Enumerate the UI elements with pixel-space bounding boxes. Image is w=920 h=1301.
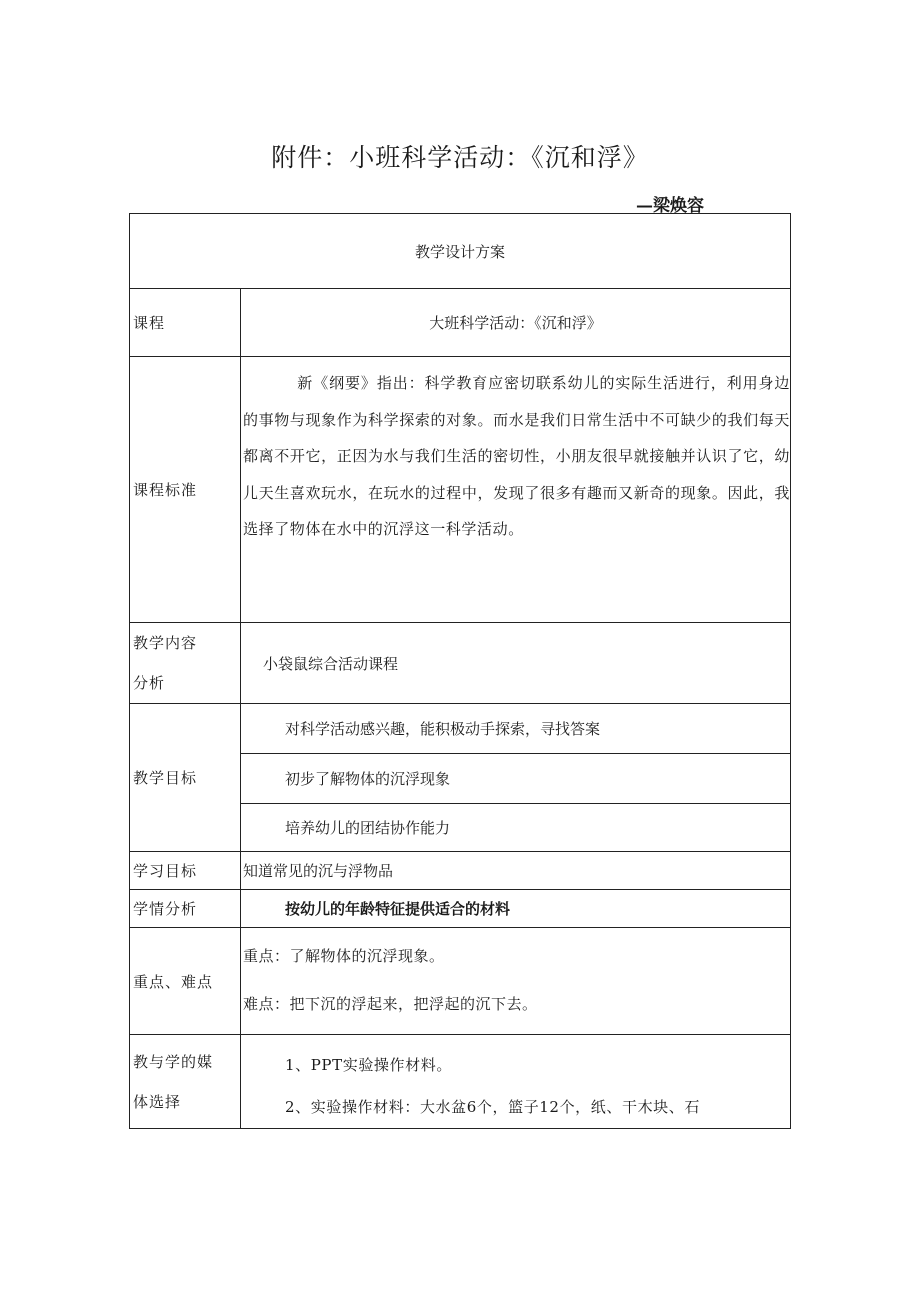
content-analysis-label [130,623,241,704]
content-analysis-row [130,623,791,704]
media-label-line1: 教与学的媒 [133,1052,214,1071]
media-label-line2: 体选择 [133,1092,182,1111]
learning-goal-value: 知道常见的沉与浮物品 [241,852,791,890]
media-label [130,1035,241,1129]
content-analysis-label-line1: 教学内容 [133,634,198,652]
media-content [241,1035,791,1129]
learner-analysis-label: 学情分析 [130,890,241,928]
key-points-label: 重点、难点 [130,928,241,1035]
key-points-content [241,928,791,1035]
standard-paragraph [241,357,791,623]
media-item: 2、实验操作材料：大水盆6个，篮子12个，纸、干木块、石 [285,1098,700,1116]
media-item: 1、PPT实验操作材料。 [285,1056,452,1074]
goal-item: 对科学活动感兴趣，能积极动手探索，寻找答案 [241,704,791,754]
key-point: 重点：了解物体的沉浮现象。 [243,947,445,965]
page-title: 附件：小班科学活动：《沉和浮》 [271,143,649,172]
goals-label: 教学目标 [130,704,241,852]
course-value: 大班科学活动：《沉和浮》 [241,289,791,357]
course-row [130,289,791,357]
content-analysis-value: 小袋鼠综合活动课程 [241,623,791,704]
lesson-plan-table [129,213,791,1129]
content-analysis-label-line2: 分析 [133,674,166,692]
learner-analysis-value: 按幼儿的年龄特征提供适合的材料 [241,890,791,928]
table-header: 教学设计方案 [130,214,791,289]
goal-item: 培养幼儿的团结协作能力 [241,804,791,852]
key-points-row [130,928,791,1035]
learning-goal-row [130,852,791,890]
course-label: 课程 [130,289,241,357]
difficult-point: 难点：把下沉的浮起来，把浮起的沉下去。 [243,995,538,1013]
learning-goal-label: 学习目标 [130,852,241,890]
standard-label: 课程标准 [130,357,241,623]
goal-item: 初步了解物体的沉浮现象 [241,754,791,804]
author-name: —梁焕容 [636,196,704,216]
learner-analysis-row [130,890,791,928]
standard-text: 新《纲要》指出：科学教育应密切联系幼儿的实际生活进行，利用身边的事物与现象作为科学探索的对象。而水是我们日常生活中不可缺少的我们每天都离不开它，正因为水与我们生活的密切性，小朋友很早就接触并认识了它，幼儿天生喜欢玩水，在玩水的过程中，发现了很多有趣而又新奇的现象。因此，我选择了物体在水中的沉浮这一科学活动。 [243,374,791,538]
standard-row [130,357,791,623]
table-header-row [130,214,791,289]
media-row [130,1035,791,1129]
goal-row-1 [130,704,791,754]
